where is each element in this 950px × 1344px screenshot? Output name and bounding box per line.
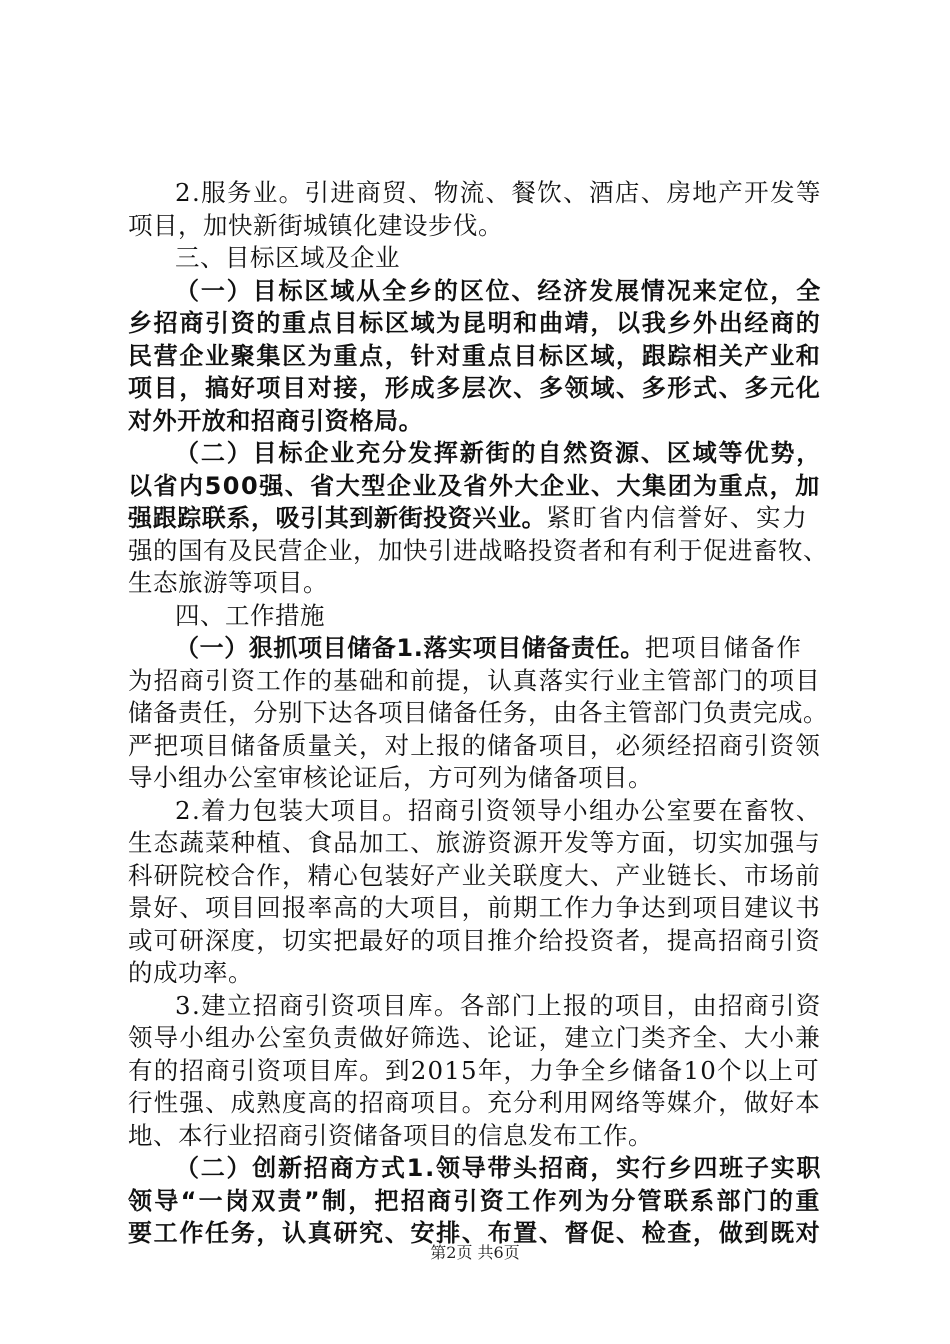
text-line: 为招商引资工作的基础和前提，认真落实行业主管部门的项目 bbox=[128, 665, 821, 695]
text-line: 科研院校合作，精心包装好产业关联度大、产业链长、市场前 bbox=[128, 860, 821, 890]
regular-phrase: 紧盯省内信誉好、实力 bbox=[546, 503, 809, 532]
text-line: （一）目标区域从全乡的区位、经济发展情况来定位，全 bbox=[175, 276, 823, 305]
text-line: 严把项目储备质量关，对上报的储备项目，必须经招商引资领 bbox=[128, 730, 821, 760]
text-line: 以省内500强、省大型企业及省外大企业、大集团为重点，加 bbox=[128, 471, 821, 500]
text-line: 或可研深度，切实把最好的项目推介给投资者，提高招商引资 bbox=[128, 925, 821, 955]
text-line: （二）目标企业充分发挥新街的自然资源、区域等优势， bbox=[175, 439, 823, 467]
bold-phrase: 强跟踪联系，吸引其到新街投资兴业。 bbox=[128, 504, 547, 532]
text-line: 三、目标区域及企业 bbox=[175, 243, 400, 272]
text-line: 对外开放和招商引资格局。 bbox=[128, 406, 424, 435]
text-line bbox=[128, 501, 809, 535]
text-line: 强的国有及民营企业，加快引进战略投资者和有利于促进畜牧、 bbox=[128, 535, 828, 565]
text-line: 的成功率。 bbox=[128, 958, 253, 987]
text-line: 生态旅游等项目。 bbox=[128, 568, 328, 597]
text-line: 3.建立招商引资项目库。各部门上报的项目，由招商引资 bbox=[175, 990, 822, 1020]
text-line: 2.服务业。引进商贸、物流、餐饮、酒店、房地产开发等 bbox=[175, 178, 822, 207]
text-line: 行性强、成熟度高的招商项目。充分利用网络等媒介，做好本 bbox=[128, 1088, 821, 1117]
bold-phrase: （一）狠抓项目储备1.落实项目储备责任。 bbox=[175, 634, 645, 662]
text-line: （二）创新招商方式1.领导带头招商，实行乡四班子实职 bbox=[175, 1154, 823, 1182]
text-line: 领导“一岗双责”制，把招商引资工作列为分管联系部门的重 bbox=[128, 1186, 822, 1215]
text-line: 导小组办公室审核论证后，方可列为储备项目。 bbox=[128, 763, 653, 792]
text-line: 生态蔬菜种植、食品加工、旅游资源开发等方面，切实加强与 bbox=[128, 828, 821, 857]
page-footer: 第2页 共6页 bbox=[430, 1243, 520, 1262]
text-line: 景好、项目回报率高的大项目，前期工作力争达到项目建议书 bbox=[128, 893, 821, 922]
text-line: 储备责任，分别下达各项目储备任务，由各主管部门负责完成。 bbox=[128, 698, 828, 727]
text-line: 乡招商引资的重点目标区域为昆明和曲靖，以我乡外出经商的 bbox=[128, 309, 822, 337]
text-line: 要工作任务，认真研究、安排、布置、督促、检查，做到既对 bbox=[128, 1219, 822, 1247]
text-line: 有的招商引资项目库。到2015年，力争全乡储备10个以上可 bbox=[128, 1055, 820, 1085]
text-line: 民营企业聚集区为重点，针对重点目标区域，跟踪相关产业和 bbox=[128, 341, 822, 370]
text-line: 四、工作措施 bbox=[175, 600, 325, 630]
text-line: 项目，搞好项目对接，形成多层次、多领域、多形式、多元化 bbox=[128, 374, 822, 402]
text-line bbox=[175, 631, 803, 665]
regular-phrase: 把项目储备作 bbox=[644, 633, 803, 662]
text-line: 地、本行业招商引资储备项目的信息发布工作。 bbox=[128, 1120, 653, 1150]
text-line: 2.着力包装大项目。招商引资领导小组办公室要在畜牧、 bbox=[175, 795, 822, 825]
text-line: 领导小组办公室负责做好筛选、论证，建立门类齐全、大小兼 bbox=[128, 1023, 821, 1052]
text-line: 项目，加快新街城镇化建设步伐。 bbox=[128, 210, 503, 240]
